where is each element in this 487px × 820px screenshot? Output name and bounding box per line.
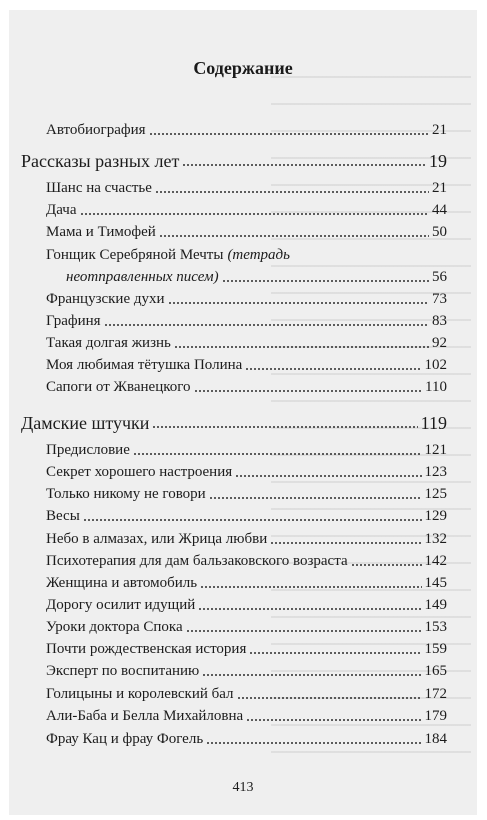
toc-entry <box>46 687 447 702</box>
toc-page-number: 56 <box>432 269 447 285</box>
dot-leader <box>155 191 429 193</box>
dot-leader <box>249 652 421 654</box>
toc-section <box>21 414 447 432</box>
dot-leader <box>198 608 421 610</box>
toc-title: Мама и Тимофей <box>46 224 156 240</box>
toc-page-number: 73 <box>432 291 447 307</box>
toc-page-number: 102 <box>424 357 447 373</box>
toc-title: Фрау Кац и фрау Фогель <box>46 731 204 747</box>
toc-title: Рассказы разных лет <box>21 151 180 171</box>
dot-leader <box>194 390 423 392</box>
toc-page-number: 92 <box>432 335 447 351</box>
toc-entry <box>46 123 447 138</box>
toc-page-number: 123 <box>424 464 447 480</box>
toc-title: Али-Баба и Белла Михайловна <box>46 708 244 724</box>
toc-entry <box>46 292 447 307</box>
toc-title: Моя любимая тётушка Полина <box>46 357 243 373</box>
toc-entry <box>46 203 447 218</box>
toc-entry <box>46 465 447 480</box>
toc-page-number: 44 <box>432 202 447 218</box>
toc-entry <box>46 336 447 351</box>
toc-entry <box>46 487 447 502</box>
toc-entry <box>46 314 447 329</box>
toc-title: Дорогу осилит идущий <box>46 597 196 613</box>
toc-entry <box>46 443 447 458</box>
toc-page-number: 119 <box>420 413 447 433</box>
toc-entry <box>46 664 447 679</box>
dot-leader <box>186 630 422 632</box>
toc-entry <box>46 554 447 569</box>
book-page <box>9 10 477 815</box>
toc-title: Автобиография <box>46 122 146 138</box>
dot-leader <box>174 346 429 348</box>
dot-leader <box>168 302 429 304</box>
toc-entry <box>46 248 447 263</box>
toc-title: Шанс на счастье <box>46 180 152 196</box>
dot-leader <box>182 164 426 166</box>
toc-page-number: 165 <box>424 663 447 679</box>
toc-title: Секрет хорошего настроения <box>46 464 233 480</box>
toc-entry <box>46 532 447 547</box>
toc-title: Графиня <box>46 313 101 329</box>
toc-title: Такая долгая жизнь <box>46 335 171 351</box>
toc-title-continuation: неотправленных писем) <box>66 269 219 285</box>
toc-title: Психотерапия для дам бальзаковского возраста <box>46 553 348 569</box>
dot-leader <box>206 742 421 744</box>
toc-page-number: 21 <box>432 180 447 196</box>
toc-title: Только никому не говори <box>46 486 206 502</box>
toc-entry <box>46 225 447 240</box>
page-number: 413 <box>232 780 254 795</box>
toc-title: Гонщик Серебряной Мечты <box>46 247 224 263</box>
dot-leader <box>245 368 421 370</box>
toc-title: Дамские штучки <box>21 413 150 433</box>
dot-leader <box>80 213 430 215</box>
toc-entry <box>46 181 447 196</box>
toc-entry <box>46 380 447 395</box>
toc-title: Эксперт по воспитанию <box>46 663 200 679</box>
toc-section <box>21 152 447 170</box>
dot-leader <box>152 426 417 428</box>
toc-entry <box>46 358 447 373</box>
toc-page-number: 142 <box>424 553 447 569</box>
toc-page-number: 184 <box>424 731 447 747</box>
toc-entry <box>46 732 447 747</box>
table-of-contents <box>9 10 477 815</box>
toc-page-number: 21 <box>432 122 447 138</box>
toc-entry <box>46 642 447 657</box>
dot-leader <box>133 453 422 455</box>
toc-entry <box>46 620 447 635</box>
dot-leader <box>200 586 421 588</box>
dot-leader <box>246 719 421 721</box>
toc-page-number: 153 <box>424 619 447 635</box>
toc-page-number: 149 <box>424 597 447 613</box>
toc-page-number: 110 <box>425 379 447 395</box>
toc-page-number: 50 <box>432 224 447 240</box>
toc-title: Почти рождественская история <box>46 641 247 657</box>
dot-leader <box>159 235 429 237</box>
toc-page-number: 129 <box>424 508 447 524</box>
dot-leader <box>235 475 421 477</box>
toc-page-number: 125 <box>424 486 447 502</box>
toc-title: Небо в алмазах, или Жрица любви <box>46 531 268 547</box>
toc-title-italic: (тетрадь <box>227 247 290 263</box>
dot-leader <box>209 497 422 499</box>
toc-title: Голицыны и королевский бал <box>46 686 234 702</box>
dot-leader <box>202 674 421 676</box>
toc-page-number: 159 <box>424 641 447 657</box>
dot-leader <box>351 564 422 566</box>
dot-leader <box>149 133 429 135</box>
toc-title: Сапоги от Жванецкого <box>46 379 191 395</box>
toc-title: Уроки доктора Спока <box>46 619 183 635</box>
dot-leader <box>270 542 421 544</box>
toc-entry <box>46 576 447 591</box>
toc-title: Дача <box>46 202 77 218</box>
toc-page-number: 179 <box>424 708 447 724</box>
dot-leader <box>104 324 429 326</box>
toc-page-number: 145 <box>424 575 447 591</box>
toc-page-number: 83 <box>432 313 447 329</box>
toc-title: Предисловие <box>46 442 130 458</box>
dot-leader <box>222 280 429 282</box>
toc-page-number: 172 <box>424 686 447 702</box>
toc-entry <box>46 509 447 524</box>
toc-page-number: 121 <box>424 442 447 458</box>
toc-page-number: 19 <box>429 151 447 171</box>
dot-leader <box>83 519 422 521</box>
toc-page-number: 132 <box>424 531 447 547</box>
toc-entry-continuation <box>66 270 447 285</box>
page-title: Содержание <box>193 58 293 78</box>
dot-leader <box>237 697 422 699</box>
toc-entry <box>46 709 447 724</box>
toc-title: Французские духи <box>46 291 165 307</box>
toc-title: Весы <box>46 508 80 524</box>
toc-entry <box>46 598 447 613</box>
toc-title: Женщина и автомобиль <box>46 575 198 591</box>
